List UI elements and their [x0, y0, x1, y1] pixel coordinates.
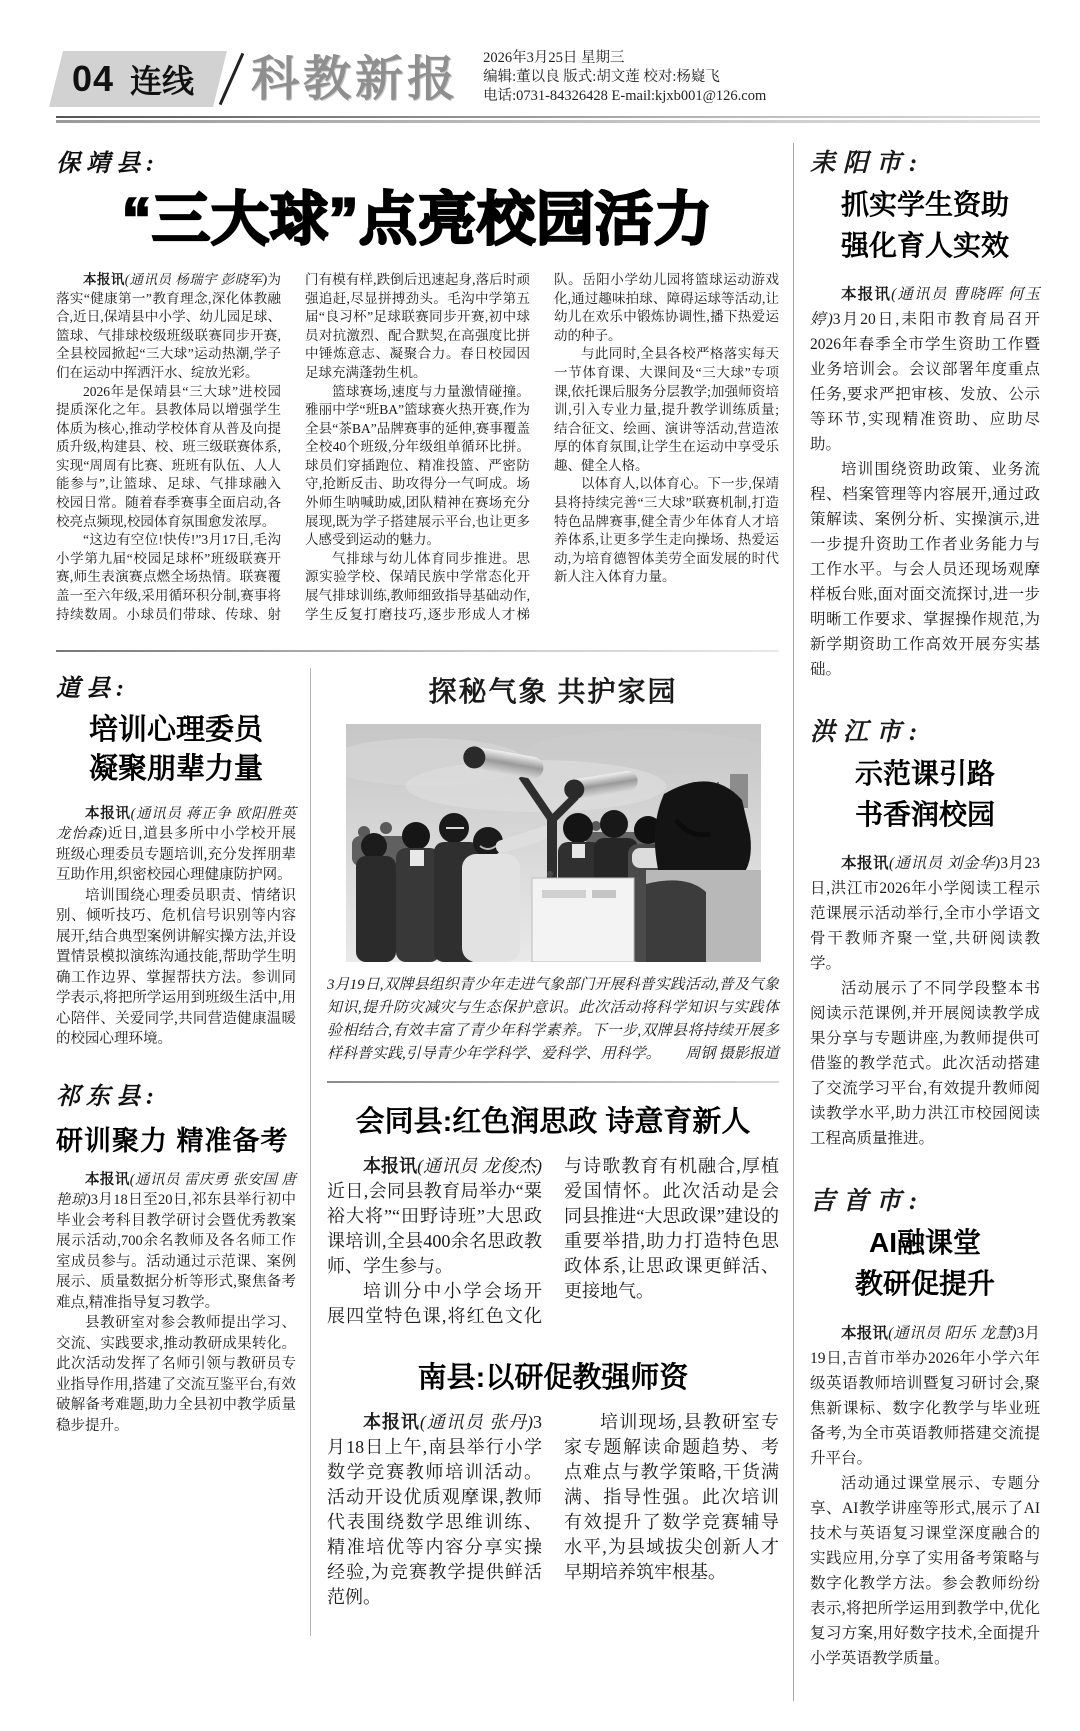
jishou-title-line1: AI融课堂	[868, 1227, 981, 1259]
contact-line: 电话:0731-84326428 E-mail:kjxb001@126.com	[483, 88, 767, 104]
horizontal-rule	[56, 650, 779, 652]
header-info	[483, 49, 766, 108]
leiyang-section	[810, 143, 1040, 682]
jishou-kicker: 吉首市:	[810, 1188, 926, 1216]
date-line: 2026年3月25日 星期三	[483, 50, 625, 66]
bottom-left-column	[56, 668, 311, 1636]
paragraph: 培训分中小学会场开展四堂特色课,将红色文化与诗歌教育有机融合,厚植爱国情怀。此次活动是会同县推进“大思政课”建设的重要举措,助力打造特色思政体系,让思政课更鲜活、更接地气。	[327, 1156, 779, 1327]
jishou-section	[810, 1181, 1040, 1670]
leiyang-kicker: 耒阳市:	[810, 150, 926, 177]
paragraph: 与此同时,全县各校严格落实每天一节体育课、大课间及“三大球”专项课,依托课后服务分层教学;加强师资培训,引入专业力量,提升教学训练质量;结合征文、绘画、演讲等活动,营造浓厚的体育氛围,让学生在运动中享受乐趣、健全人格。	[554, 346, 779, 473]
paragraph: 本报讯(通讯员 雷庆勇 张安国 唐艳琼)3月18日至20日,祁东县举行初中毕业会考科目教学研讨会暨优秀教案展示活动,700余名教师及各名师工作室成员参与。活动通过示范课、案例展示、质量数据分析等形式,聚焦备考难点,精准指导复习教学。	[56, 1171, 297, 1311]
paragraph: 活动通过课堂展示、专题分享、AI教学讲座等形式,展示了AI技术与英语复习课堂深度融合的实践应用,分享了实用备考策略与数字化教学方法。参会教师纷纷表示,将把所学运用到教学中,优化复习方案,用好数字技术,全面提升小学英语教学质量。	[810, 1474, 1040, 1667]
paragraph: 县教研室对参会教师提出学习、交流、实践要求,推动教研成果转化。此次活动发挥了名师引领与教研员专业指导作用,搭建了交流互鉴平台,有效破解备考难题,助力全县初中教学质量稳步提升。	[56, 1315, 296, 1434]
jishou-title-line2: 教研促提升	[854, 1267, 995, 1299]
huitong-title: 会同县:红色润思政 诗意育新人	[355, 1106, 751, 1139]
qidong-story	[56, 1076, 296, 1437]
photo-illustration	[346, 724, 761, 962]
jishou-body	[810, 1321, 1040, 1671]
qidong-title: 研训聚力 精准备考	[56, 1125, 289, 1156]
hongjiang-title-line1: 示范课引路	[854, 758, 995, 790]
paragraph: 篮球赛场,速度与力量激情碰撞。雅丽中学“班BA”篮球赛火热开赛,作为全县“茶BA”品牌赛事的延伸,赛事覆盖全校40个班级,分年级组单循环比拼。球员们穿插跑位、精准投篮、严密防守,抢断反击、助攻得分一气呵成。场外师生呐喊助威,团队精神在赛场充分展现,既为学子搭建展示平台,也让更多人感受到运动的魅力。	[305, 383, 530, 548]
page-number: 04	[72, 58, 115, 99]
section-label: 连线	[130, 63, 195, 99]
section-logo	[56, 50, 251, 108]
leiyang-body	[810, 282, 1040, 682]
paragraph: 培训围绕心理委员职责、情绪识别、倾听技巧、危机信号识别等内容展开,结合典型案例讲解实操方法,并设置情景模拟演练沟通技能,帮助学生明确工作边界、掌握帮扶方法。参训同学表示,将把所学运用到班级生活中,用心陪伴、关爱同学,共同营造健康温暖的校园心理环境。	[56, 887, 296, 1048]
paragraph: 本报讯(通讯员 刘金华)3月23日,洪江市2026年小学阅读工程示范课展示活动举行,全市小学语文骨干教师齐聚一堂,共研阅读教学。	[810, 855, 1040, 973]
nanxian-body	[327, 1410, 779, 1610]
photo-credit: 周钢 摄影报道	[685, 1046, 779, 1063]
qidong-body	[56, 1170, 296, 1437]
photo-story-title: 探秘气象 共护家园	[428, 677, 678, 709]
paragraph: 本报讯(通讯员 曹晓晖 何玉婷)3月20日,耒阳市教育局召开2026年春季全市学生资助工作暨业务培训会。会议部署年度重点任务,要求严把审核、发放、公示等环节,实现精准资助、应助尽助。	[810, 286, 1040, 454]
paragraph: “这边有空位!快传!”3月17日,毛沟小学第九届“校园足球杯”班级联赛开赛,师生表演赛点燃全场热情。联赛覆盖一至六年级,采用循环积分制,赛事将持续数周。小球员们带球、传球、射门有模有样,跌倒后迅速起身,落后时顽强追赶,尽显拼搏劲头。毛沟中学第五届“良习杯”足球联赛同步开赛,初中球员对抗激烈、配合默契,在高强度比拼中锤炼意志、凝聚合力。春日校园因足球充满蓬勃生机。	[56, 271, 530, 622]
paragraph: 本报讯(通讯员 龙俊杰)近日,会同县教育局举办“粟裕大将”“田野诗班”大思政课培训,全县400余名思政教师、学生参与。	[327, 1156, 542, 1277]
daoxian-title	[56, 711, 296, 789]
paragraph: 气排球与幼儿体育同步推进。思源实验学校、保靖民族中学常态化开展气排球训练,教师细致指导基础动作,学生反复打磨技巧,逐步形成人才梯队。岳阳小学幼儿园将篮球运动游戏化,通过趣味拍球、障碍运球等活动,让幼儿在欢乐中锻炼协调性,播下热爱运动的种子。	[305, 271, 779, 622]
daoxian-kicker: 道县:	[56, 676, 130, 703]
leiyang-title-line2: 强化育人实效	[840, 229, 1009, 261]
paragraph: 培训现场,县教研室专家专题解读命题趋势、考点难点与教学策略,干货满满、指导性强。此次培训有效提升了数学竞赛辅导水平,为县域拔尖创新人才早期培养筑牢根基。	[564, 1412, 779, 1583]
caption-text: 3月19日,双牌县组织青少年走进气象部门开展科普实践活动,普及气象知识,提升防灾减灾与生态保护意识。此次活动将科学知识与实践体验相结合,有效丰富了青少年科学素养。下一步,双牌县将持续开展多样科普实践,引导青少年学科学、爱科学、用科学。	[327, 977, 779, 1063]
header-rule-light	[56, 120, 1040, 123]
paragraph: 培训围绕资助政策、业务流程、档案管理等内容展开,通过政策解读、案例分析、实操演示,进一步提升资助工作者业务能力与工作水平。与会人员还现场观摩样板台账,面对面交流探讨,进一步明晰工作要求、掌握操作规范,为新学期资助工作高效开展夯实基础。	[810, 461, 1040, 679]
main-column	[56, 143, 794, 1701]
hongjiang-title-line2: 书香润校园	[854, 798, 995, 830]
lead-article-body	[56, 271, 779, 624]
hongjiang-kicker: 洪江市:	[810, 719, 926, 747]
page-header	[56, 44, 1040, 108]
daoxian-story	[56, 668, 296, 1049]
right-sidebar	[794, 143, 1040, 1701]
masthead: 科教新报	[251, 53, 460, 106]
paragraph: 本报讯(通讯员 蒋正争 欧阳胜英 龙怡森)近日,道县多所中小学校开展班级心理委员专题培训,充分发挥朋辈互助作用,织密校园心理健康防护网。	[56, 805, 297, 884]
huitong-story	[327, 1099, 779, 1329]
photo-story	[327, 670, 779, 1083]
huitong-body	[327, 1154, 779, 1329]
bottom-row	[56, 668, 779, 1636]
daoxian-title-line2: 凝聚朋辈力量	[88, 753, 263, 786]
daoxian-title-line1: 培训心理委员	[88, 714, 263, 747]
paragraph: 本报讯(通讯员 杨瑞宇 彭晓军)为落实“健康第一”教育理念,深化体教融合,近日,保靖县中小学、幼儿园足球、篮球、气排球校级班级联赛同步开赛,全县校园掀起“三大球”运动热潮,学子们在运动中挥洒汗水、绽放光彩。	[56, 271, 281, 380]
nanxian-story	[327, 1355, 779, 1610]
daoxian-body	[56, 804, 296, 1050]
photo-caption	[327, 974, 779, 1066]
lead-article	[56, 143, 779, 624]
lead-kicker: 保靖县:	[56, 151, 160, 177]
bottom-middle-column	[311, 668, 779, 1636]
logo-band	[49, 51, 227, 107]
content-area	[56, 143, 1040, 1701]
weather-station-photo	[346, 724, 761, 962]
leiyang-title	[810, 185, 1040, 266]
hongjiang-title	[810, 754, 1040, 835]
paragraph: 2026年是保靖县“三大球”进校园提质深化之年。县教体局以增强学生体质为核心,推动学校体育从普及向提质升级,构建县、校、班三级联赛体系,实现“周周有比赛、班班有队伍、人人能参与”,让篮球、足球、气排球融入校园日常。随着春季赛事全面启动,各校亮点频现,校园体育氛围愈发浓厚。	[56, 383, 281, 529]
staff-line: 编辑:董以良 版式:胡文莲 校对:杨嶷飞	[483, 69, 720, 85]
nanxian-title: 南县:以研促教强师资	[417, 1362, 689, 1395]
header-rule-dark	[56, 116, 1040, 118]
caption-rule	[327, 1081, 779, 1083]
paragraph: 本报讯(通讯员 阳乐 龙慧)3月19日,吉首市举办2026年小学六年级英语教师培训暨复习研讨会,聚焦新课标、数字化教学与毕业班备考,为全市英语教师搭建交流提升平台。	[810, 1324, 1040, 1467]
leiyang-title-line1: 抓实学生资助	[840, 189, 1009, 220]
lead-headline: “三大球”点亮校园活力	[121, 187, 713, 252]
paragraph: 以体育人,以体育心。下一步,保靖县将持续完善“三大球”联赛机制,打造特色品牌赛事,健全青少年体育人才培养体系,让更多学生走向操场、热爱运动,为培育德智体美劳全面发展的时代新人注入体育力量。	[554, 476, 779, 585]
hongjiang-section	[810, 712, 1040, 1151]
qidong-kicker: 祁东县:	[56, 1083, 160, 1110]
hongjiang-body	[810, 851, 1040, 1151]
paragraph: 活动展示了不同学段整本书阅读示范课例,并开展阅读教学成果分享与专题讲座,为教师提供可借鉴的教学范式。此次活动搭建了交流学习平台,有效提升教师阅读教学水平,助力洪江市校园阅读工程高质量推进。	[810, 980, 1040, 1148]
paragraph: 本报讯(通讯员 张丹)3月18日上午,南县举行小学数学竞赛教师培训活动。活动开设优质观摩课,教师代表围绕数学思维训练、精准培优等内容分享实操经验,为竞赛教学提供鲜活范例。	[327, 1412, 542, 1608]
jishou-title	[810, 1223, 1040, 1304]
